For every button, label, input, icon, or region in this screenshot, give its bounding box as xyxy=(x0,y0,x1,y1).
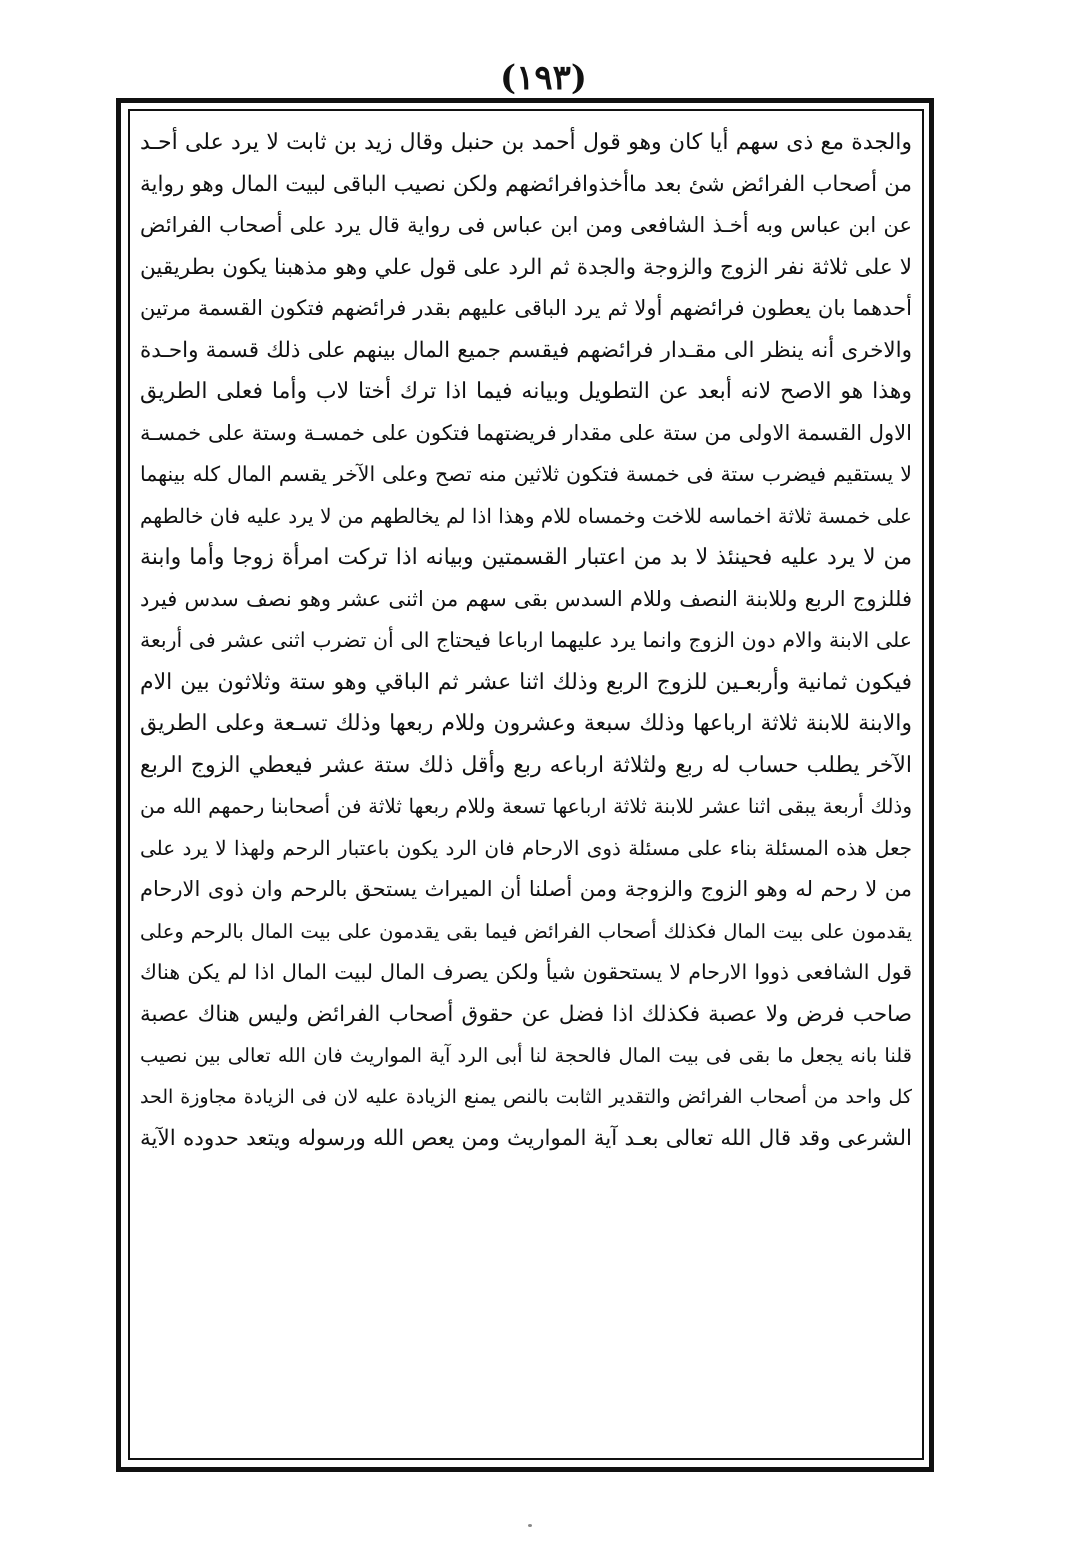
text-line-12: فللزوج الربع وللابنة النصف وللام السدس بقى سهم من اثنى عشر وهو نصف سدس فيرد xyxy=(140,586,912,611)
text-line-17: وذلك أربعة يبقى اثنا عشر للابنة ثلاثة ارباعها تسعة وللام ربعها ثلاثة فن أصحابنا رحمهم الله من xyxy=(140,794,912,818)
text-line-8: الاول القسمة الاولى من ستة على مقدار فريضتهما فتكون على خمسـة وستة على خمسـة xyxy=(140,420,912,445)
text-line-16: الآخر يطلب حساب له ربع ولثلاثة ارباعه ربع وأقل ذلك ستة عشر فيعطي الزوج الربع xyxy=(140,752,912,778)
text-line-11: من لا يرد عليه فحينئذ لا بد من اعتبار القسمتين وبيانه اذا تركت امرأة زوجا وأما وابنة xyxy=(140,545,912,570)
text-line-19: من لا رحم له وهو الزوج والزوجة ومن أصلنا أن الميراث يستحق بالرحم وان ذوى الارحام xyxy=(140,877,912,901)
text-line-23: قلنا بانه يجعل ما بقى فى بيت المال فالحجة لنا أبى الرد آية المواريث فان الله تعالى بين نصيب xyxy=(140,1044,912,1067)
text-line-1: والجدة مع ذى سهم أيا كان وهو قول أحمد بن حنبل وقال زيد بن ثابت لا يرد على أحـد xyxy=(140,130,912,155)
print-speck xyxy=(528,1524,532,1527)
text-line-6: والاخرى أنه ينظر الى مقـدار فرائضهم فيقسم جميع المال بينهم على ذلك قسمة واحـدة xyxy=(140,337,912,363)
text-line-22: صاحب فرض ولا عصبة فكذلك اذا فضل عن حقوق أصحاب الفرائض وليس هناك عصبة xyxy=(140,1001,912,1027)
text-line-14: فيكون ثمانية وأربعـين للزوج الربع وذلك اثنا عشر ثم الباقي وهو ستة وثلاثون بين الام xyxy=(140,669,912,695)
text-line-21: قول الشافعى ذووا الارحام لا يستحقون شيأ ولكن يصرف المال لبيت المال اذا لم يكن هناك xyxy=(140,960,912,984)
text-line-24: كل واحد من أصحاب الفرائض والتقدير الثابت بالنص يمنع الزيادة عليه لان فى الزيادة مجاوزة الحد xyxy=(140,1085,912,1108)
text-line-3: عن ابن عباس وبه أخـذ الشافعى ومن ابن عباس فى رواية قال يرد على أصحاب الفرائض xyxy=(140,213,912,237)
body-text xyxy=(140,122,912,1452)
text-line-25: الشرعى وقد قال الله تعالى بعـد آية المواريث ومن يعص الله ورسوله ويتعد حدوده الآية xyxy=(140,1126,912,1151)
text-line-9: لا يستقيم فيضرب ستة فى خمسة فتكون ثلاثين منه تصح وعلى الآخر يقسم المال كله بينهما xyxy=(140,462,912,486)
text-line-7: وهذا هو الاصح لانه أبعد عن التطويل وبيانه فيما اذا ترك أختا لاب وأما فعلى الطريق xyxy=(140,379,912,404)
text-line-5: أحدهما بان يعطون فرائضهم أولا ثم يرد الباقى عليهم بقدر فرائضهم فتكون القسمة مرتين xyxy=(140,296,912,320)
text-line-2: من أصحاب الفرائض شئ بعد ماأخذوافرائضهم ولكن نصيب الباقى لبيت المال وهو رواية xyxy=(140,171,912,197)
page-number: (١٩٣) xyxy=(500,58,587,98)
text-line-15: والابنة للابنة ثلاثة ارباعها وذلك سبعة وعشرون وللام ربعها وذلك تسـعة وعلى الطريق xyxy=(140,711,912,736)
text-line-13: على الابنة والام دون الزوج وانما يرد عليهما ارباعا فيحتاج الى أن تضرب اثنى عشر فى أربعة xyxy=(140,628,912,652)
text-line-4: لا على ثلاثة نفر الزوج والزوجة والجدة ثم الرد على قول علي وهو مذهبنا يكون بطريقين xyxy=(140,254,912,280)
text-line-10: على خمسة ثلاثة اخماسه للاخت وخمساه للام وهذا اذا لم يخالطهم من لا يرد عليه فان خالطهم xyxy=(140,503,912,528)
text-line-18: جعل هذه المسئلة بناء على مسئلة ذوى الارحام فان الرد يكون باعتبار الرحم ولهذا لا يرد على xyxy=(140,835,912,860)
text-line-20: يقدمون على بيت المال فكذلك أصحاب الفرائض فيما بقى يقدمون على بيت المال بالرحم وعلى xyxy=(140,919,912,943)
